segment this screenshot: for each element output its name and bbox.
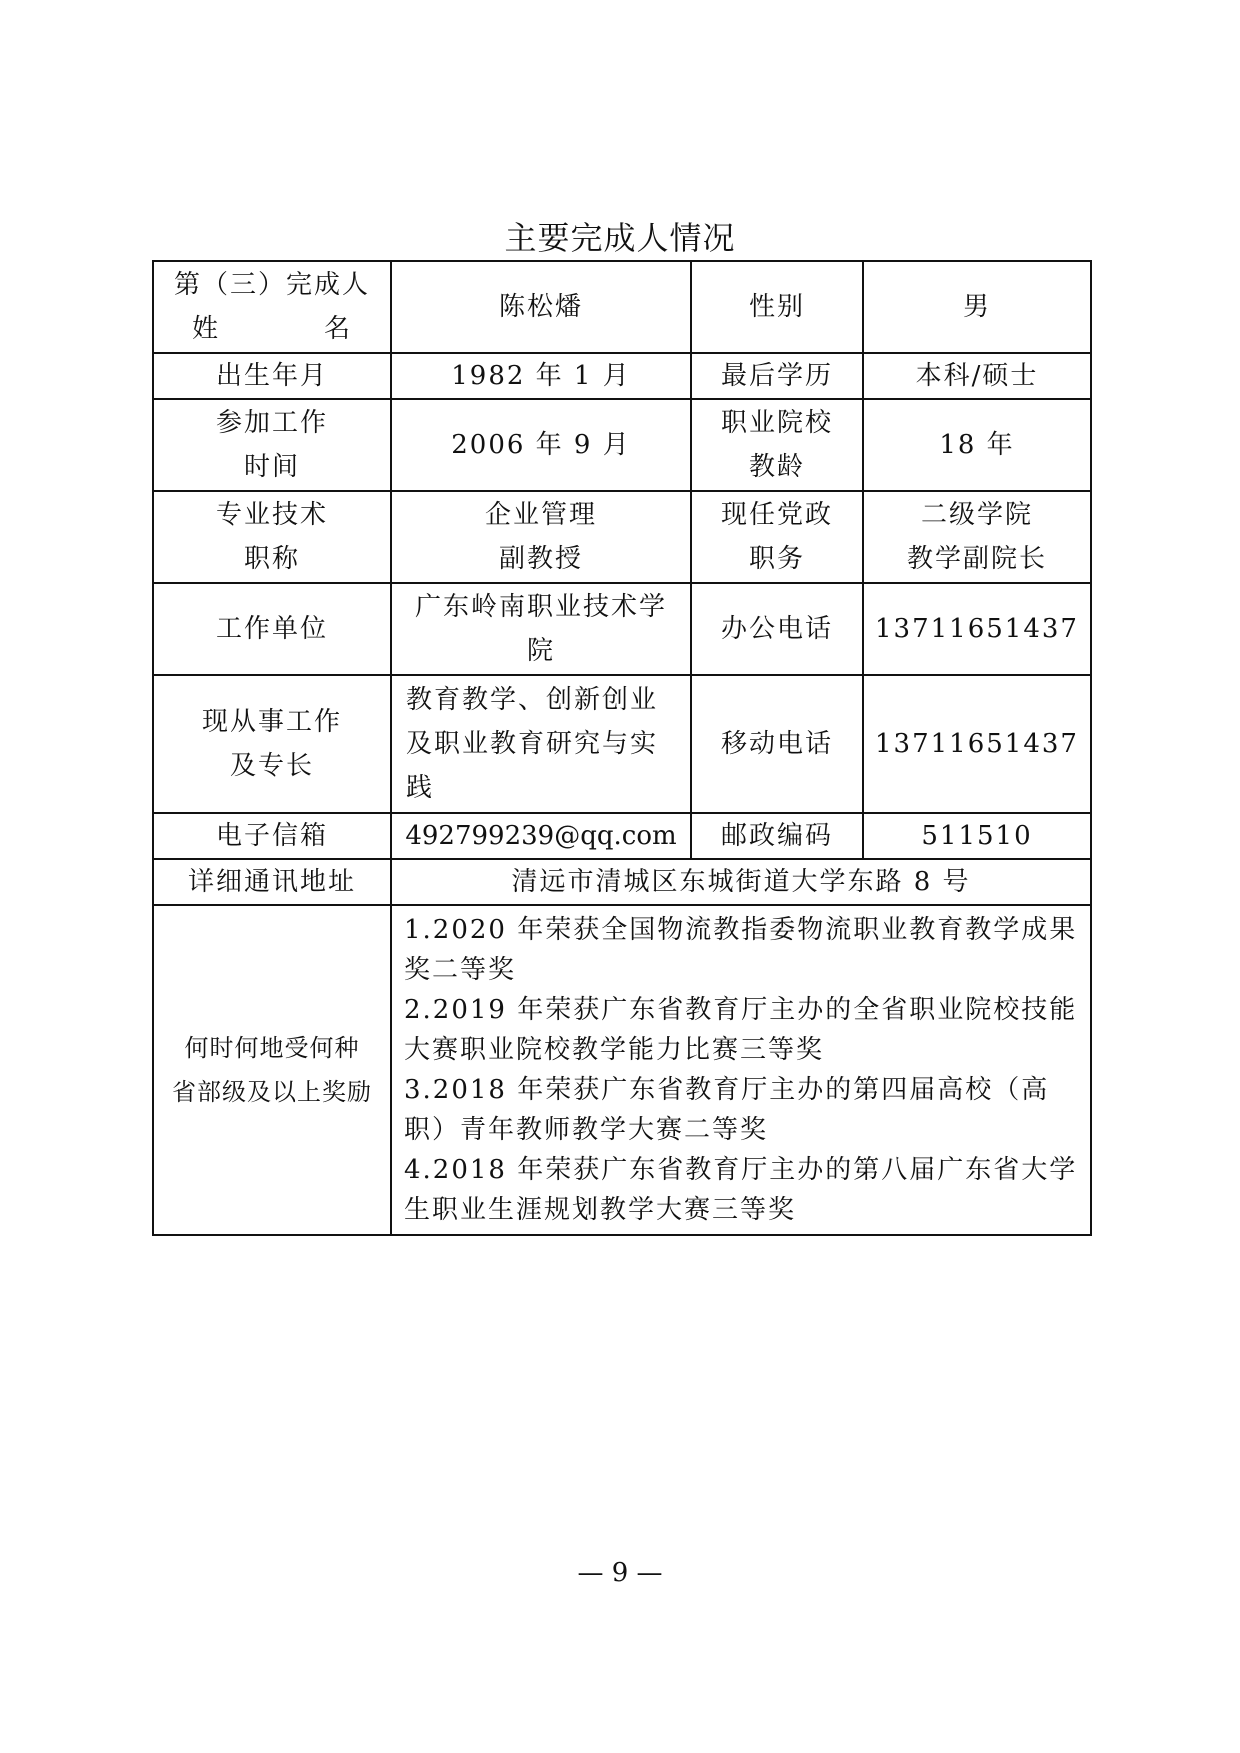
teaching-years-value: 18 年 <box>863 399 1091 491</box>
award-item: 3.2018 年荣获广东省教育厅主办的第四届高校（高职）青年教师教学大赛二等奖 <box>404 1075 1050 1145</box>
expertise-label <box>153 675 391 813</box>
office-phone-label: 办公电话 <box>691 583 863 675</box>
position-label-line1: 现任党政 <box>720 500 833 530</box>
work-start-row <box>153 399 1091 491</box>
email-row <box>153 813 1091 859</box>
awards-list <box>391 905 1091 1235</box>
expertise-label-line1: 现从事工作 <box>201 707 342 737</box>
award-item: 1.2020 年荣获全国物流教指委物流职业教育教学成果奖二等奖 <box>404 915 1078 985</box>
office-phone-value: 13711651437 <box>863 583 1091 675</box>
birth-value: 1982 年 1 月 <box>391 353 691 399</box>
gender-label: 性别 <box>691 261 863 353</box>
name-label-char2: 名 <box>323 314 352 344</box>
email-value: 492799239@qq.com <box>391 813 691 859</box>
awards-row <box>153 905 1091 1235</box>
email-label: 电子信箱 <box>153 813 391 859</box>
education-label: 最后学历 <box>691 353 863 399</box>
name-label-line1: 第（三）完成人 <box>173 270 370 300</box>
position-value <box>863 491 1091 583</box>
awards-label-line2: 省部级及以上奖励 <box>172 1078 372 1106</box>
postcode-value: 511510 <box>863 813 1091 859</box>
position-label-line2: 职务 <box>748 544 805 574</box>
work-start-label-line2: 时间 <box>243 452 300 482</box>
teaching-years-label-line2: 教龄 <box>748 452 805 482</box>
education-value: 本科/硕士 <box>863 353 1091 399</box>
professional-title-value-line2: 副教授 <box>498 544 583 574</box>
postcode-label: 邮政编码 <box>691 813 863 859</box>
work-start-label <box>153 399 391 491</box>
professional-title-label <box>153 491 391 583</box>
award-item: 2.2019 年荣获广东省教育厅主办的全省职业院校技能大赛职业院校教学能力比赛三等奖 <box>404 995 1078 1065</box>
page-title: 主要完成人情况 <box>504 219 736 257</box>
professional-title-row <box>153 491 1091 583</box>
mobile-label: 移动电话 <box>691 675 863 813</box>
gender-value: 男 <box>863 261 1091 353</box>
address-row <box>153 859 1091 905</box>
awards-label <box>153 905 391 1235</box>
expertise-value: 教育教学、创新创业及职业教育研究与实践 <box>391 675 691 813</box>
mobile-value: 13711651437 <box>863 675 1091 813</box>
work-start-value: 2006 年 9 月 <box>391 399 691 491</box>
expertise-label-line2: 及专长 <box>229 751 314 781</box>
address-value: 清远市清城区东城街道大学东路 8 号 <box>391 859 1091 905</box>
birth-row <box>153 353 1091 399</box>
name-value: 陈松燔 <box>391 261 691 353</box>
position-label <box>691 491 863 583</box>
name-label-line2 <box>164 307 380 351</box>
page-number: — 9 — <box>577 1558 663 1588</box>
position-value-line1: 二级学院 <box>920 500 1033 530</box>
expertise-row <box>153 675 1091 813</box>
position-value-line2: 教学副院长 <box>906 544 1047 574</box>
professional-title-label-line1: 专业技术 <box>215 500 328 530</box>
name-label <box>153 261 391 353</box>
personal-info-table <box>152 260 1092 1236</box>
name-row <box>153 261 1091 353</box>
professional-title-value-line1: 企业管理 <box>484 500 597 530</box>
birth-label: 出生年月 <box>153 353 391 399</box>
professional-title-value <box>391 491 691 583</box>
work-start-label-line1: 参加工作 <box>215 408 328 438</box>
award-item: 4.2018 年荣获广东省教育厅主办的第八届广东省大学生职业生涯规划教学大赛三等奖 <box>404 1155 1078 1225</box>
employer-label: 工作单位 <box>153 583 391 675</box>
teaching-years-label-line1: 职业院校 <box>720 408 833 438</box>
name-label-char1: 姓 <box>192 314 221 344</box>
professional-title-label-line2: 职称 <box>243 544 300 574</box>
address-label: 详细通讯地址 <box>153 859 391 905</box>
teaching-years-label <box>691 399 863 491</box>
awards-label-line1: 何时何地受何种 <box>184 1034 360 1062</box>
employer-row <box>153 583 1091 675</box>
employer-value: 广东岭南职业技术学院 <box>391 583 691 675</box>
